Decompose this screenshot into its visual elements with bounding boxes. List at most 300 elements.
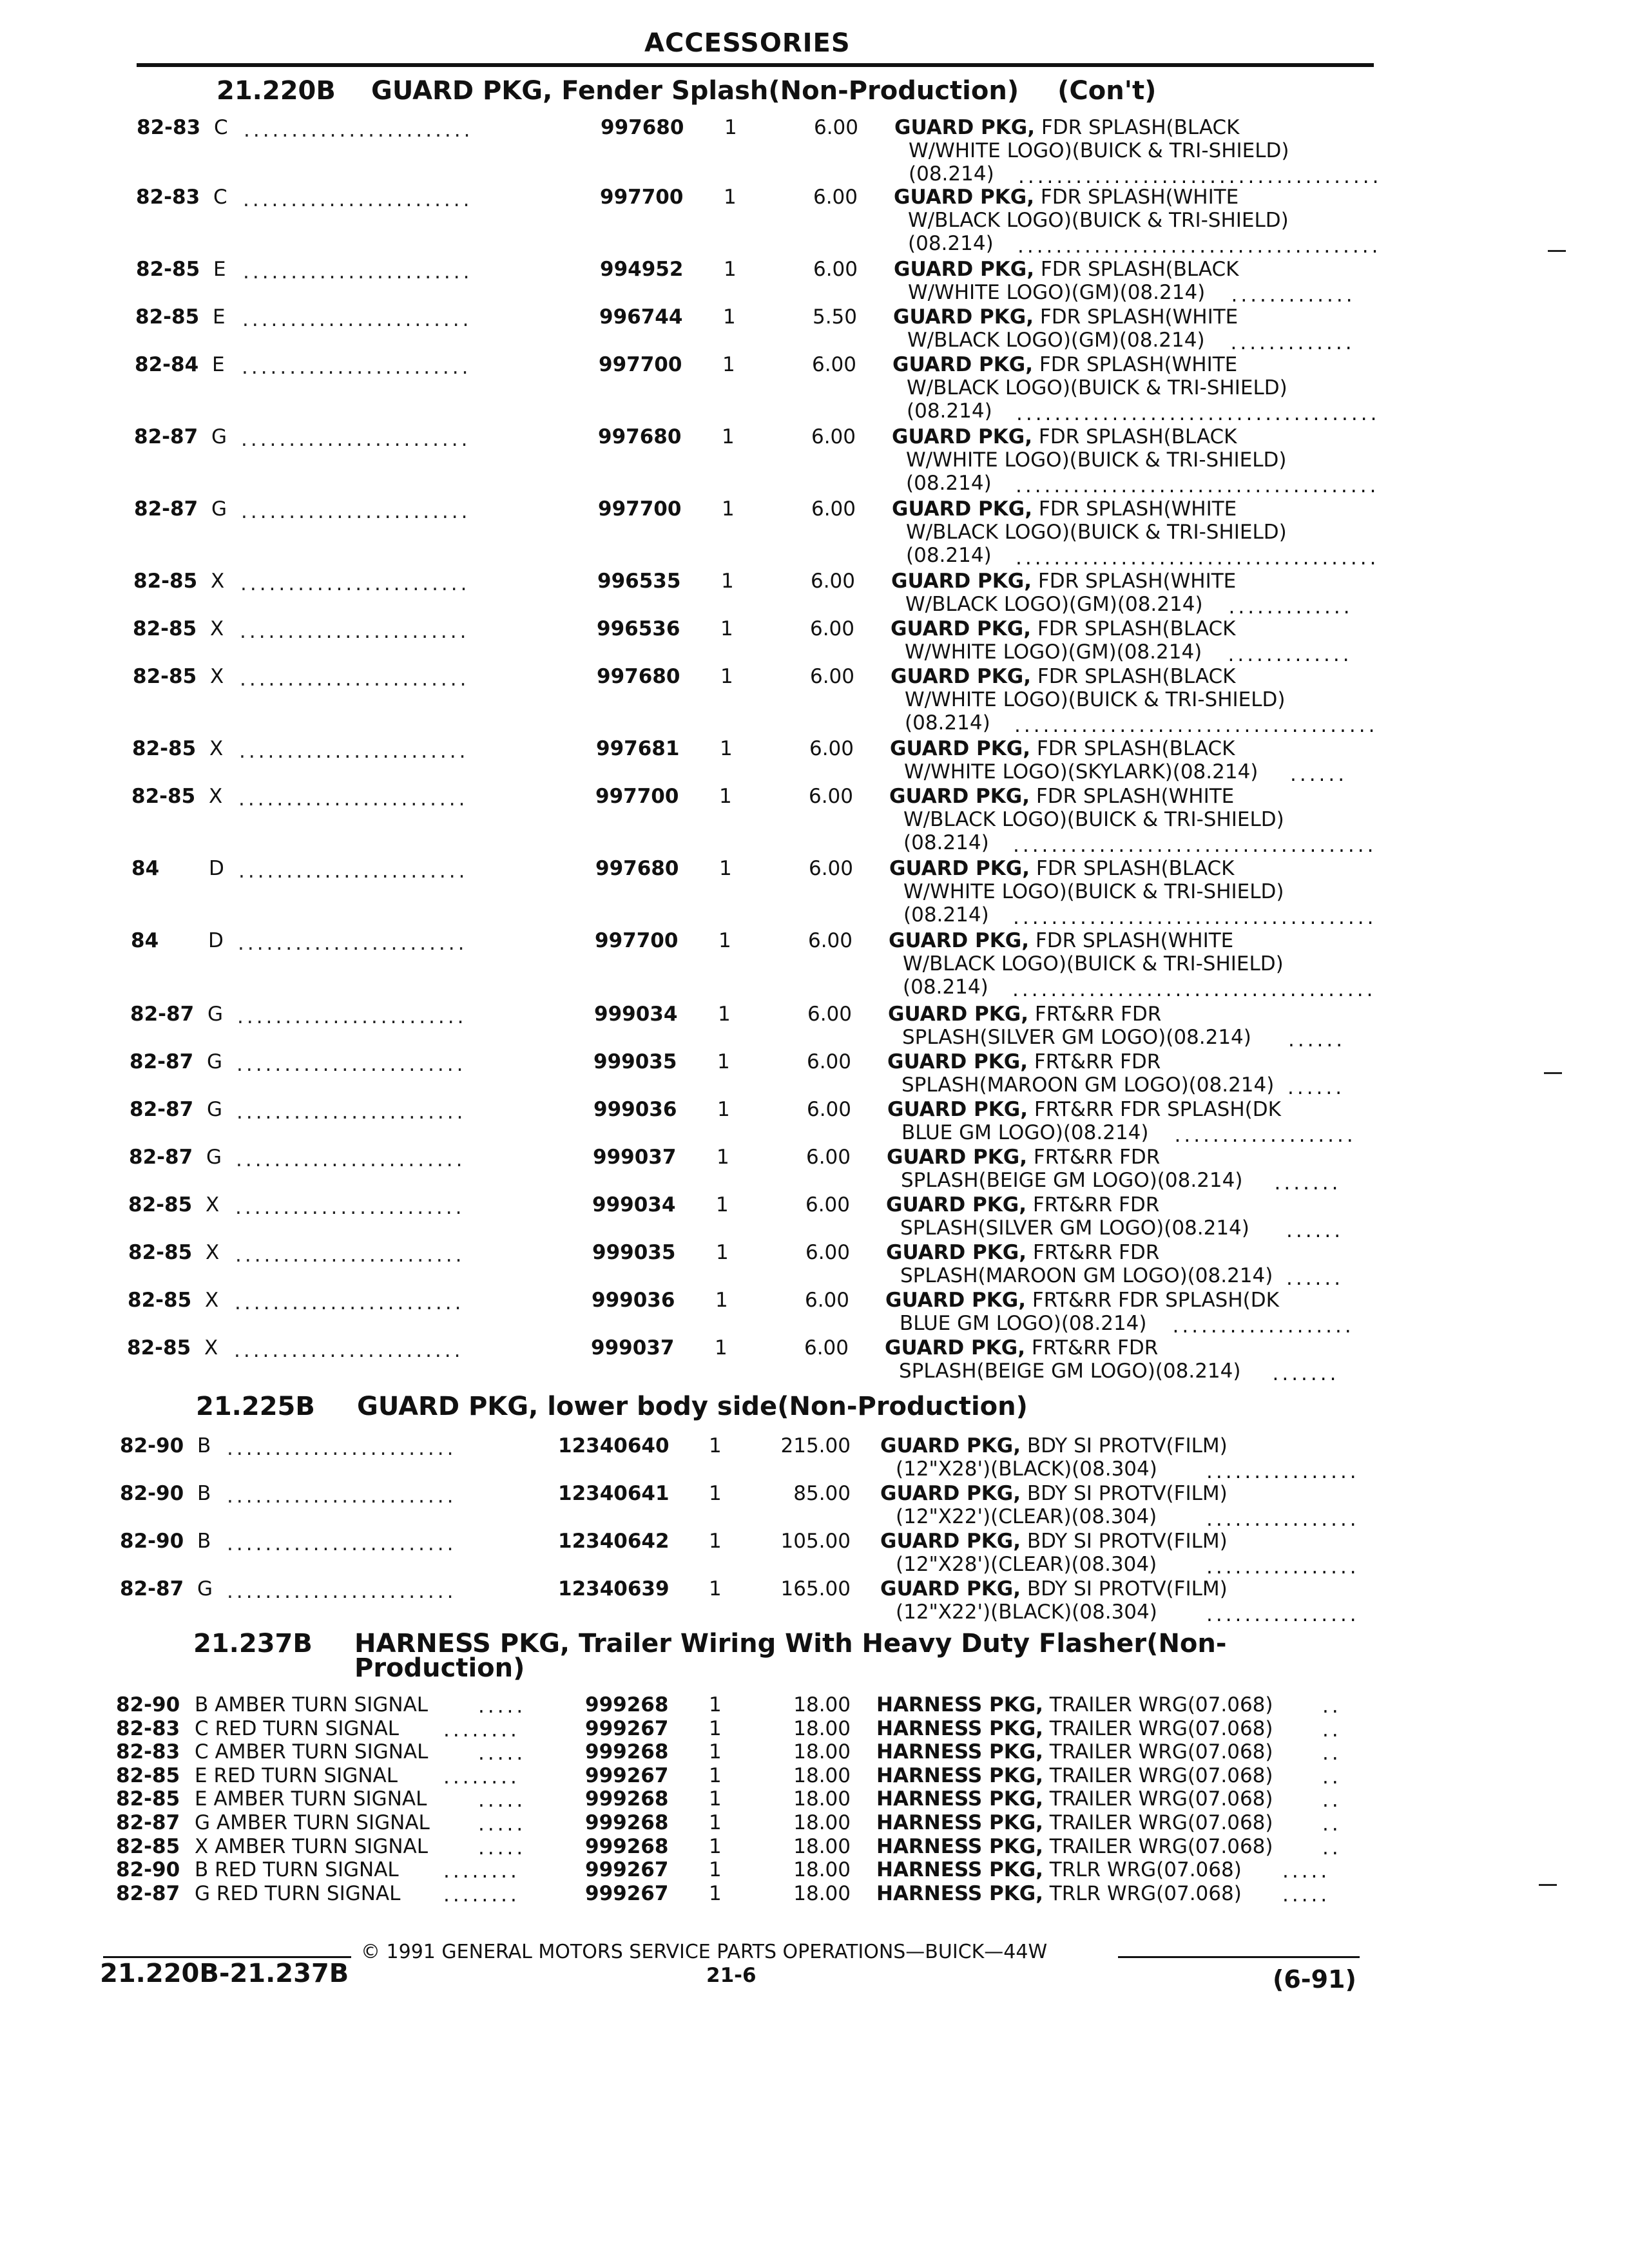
- description-keyword: GUARD PKG,: [880, 1577, 1021, 1600]
- unit-price: 18.00: [793, 1764, 851, 1787]
- model-year: 82-87: [130, 1003, 195, 1026]
- application-label: E RED TURN SIGNAL: [195, 1764, 398, 1787]
- description-keyword: GUARD PKG,: [887, 1050, 1028, 1073]
- series-code: X: [210, 617, 224, 640]
- quantity: 1: [716, 1241, 729, 1264]
- part-description: W/WHITE LOGO)(BUICK & TRI-SHIELD): [906, 448, 1287, 472]
- part-description: SPLASH(MAROON GM LOGO)(08.214): [900, 1264, 1273, 1287]
- unit-price: 18.00: [793, 1835, 851, 1858]
- quantity: 1: [722, 497, 735, 521]
- unit-price: 6.00: [808, 857, 853, 880]
- leader-dots: ......: [1287, 1076, 1345, 1099]
- description-keyword: GUARD PKG,: [890, 737, 1031, 760]
- part-number: 999268: [585, 1787, 669, 1811]
- model-year: 82-85: [136, 258, 200, 281]
- part-number: 997680: [595, 857, 679, 880]
- part-number: 997700: [600, 186, 684, 209]
- unit-price: 215.00: [780, 1434, 851, 1457]
- part-number: 999267: [585, 1858, 669, 1881]
- leader-dots: ........................: [227, 1485, 457, 1508]
- part-description: W/WHITE LOGO)(SKYLARK)(08.214): [904, 760, 1258, 783]
- unit-price: 18.00: [793, 1740, 851, 1763]
- quantity: 1: [719, 785, 732, 808]
- leader-dots: ........................: [240, 572, 470, 595]
- part-description: W/BLACK LOGO)(BUICK & TRI-SHIELD): [908, 209, 1289, 232]
- unit-price: 85.00: [793, 1482, 851, 1505]
- leader-dots: ..: [1322, 1789, 1342, 1812]
- part-description: HARNESS PKG, TRAILER WRG(07.068): [876, 1835, 1273, 1858]
- leader-dots: ........................: [235, 1244, 465, 1267]
- section-continued: (Con't): [1057, 76, 1157, 106]
- part-number: 999268: [585, 1740, 669, 1763]
- model-year: 82-87: [116, 1811, 180, 1834]
- description-keyword: HARNESS PKG,: [876, 1858, 1043, 1881]
- series-code: C: [213, 186, 227, 209]
- series-code: G: [206, 1146, 222, 1169]
- header-rule: [137, 63, 1374, 67]
- footer-rule-left: [103, 1956, 351, 1958]
- leader-dots: ........: [443, 1765, 520, 1789]
- model-year: 82-85: [131, 785, 196, 808]
- series-code: X: [206, 1241, 220, 1264]
- leader-dots: ......................................: [1018, 165, 1382, 188]
- part-number: 997680: [598, 425, 682, 448]
- leader-dots: ........................: [243, 260, 473, 284]
- part-description: GUARD PKG, FDR SPLASH(BLACK: [892, 425, 1237, 448]
- model-year: 82-85: [133, 665, 197, 688]
- model-year: 82-85: [133, 570, 198, 593]
- part-description: (08.214): [907, 399, 992, 423]
- part-description: GUARD PKG, FDR SPLASH(WHITE: [889, 929, 1234, 952]
- page-title: ACCESSORIES: [644, 28, 851, 58]
- quantity: 1: [709, 1482, 722, 1505]
- part-description: BLUE GM LOGO)(08.214): [901, 1121, 1149, 1144]
- part-description: BLUE GM LOGO)(08.214): [900, 1312, 1147, 1335]
- part-number: 999037: [591, 1336, 675, 1360]
- model-year: 82-85: [116, 1787, 180, 1811]
- quantity: 1: [709, 1787, 722, 1811]
- leader-dots: ........................: [240, 668, 470, 691]
- unit-price: 6.00: [811, 353, 856, 376]
- part-description: GUARD PKG, FDR SPLASH(BLACK: [894, 258, 1239, 281]
- series-code: B: [197, 1482, 211, 1505]
- section-title-continued: Production): [354, 1653, 525, 1683]
- description-keyword: GUARD PKG,: [891, 617, 1032, 640]
- series-code: X: [211, 570, 225, 593]
- unit-price: 6.00: [810, 570, 855, 593]
- description-keyword: HARNESS PKG,: [876, 1740, 1043, 1763]
- quantity: 1: [724, 186, 737, 209]
- unit-price: 6.00: [806, 1050, 851, 1073]
- part-number: 997681: [596, 737, 680, 760]
- model-year: 82-83: [116, 1717, 180, 1740]
- part-description: W/BLACK LOGO)(BUICK & TRI-SHIELD): [903, 808, 1284, 831]
- unit-price: 105.00: [780, 1530, 851, 1553]
- leader-dots: ..: [1322, 1812, 1342, 1836]
- leader-dots: ........................: [227, 1580, 457, 1603]
- section-number: 21.237B: [193, 1629, 313, 1658]
- part-number: 997700: [595, 785, 679, 808]
- part-description: (08.214): [908, 232, 994, 255]
- leader-dots: ........................: [241, 500, 471, 523]
- part-description: HARNESS PKG, TRAILER WRG(07.068): [876, 1693, 1273, 1716]
- model-year: 82-87: [130, 1098, 194, 1121]
- part-description: W/BLACK LOGO)(BUICK & TRI-SHIELD): [906, 521, 1287, 544]
- leader-dots: ..: [1322, 1836, 1342, 1860]
- application-label: B AMBER TURN SIGNAL: [195, 1693, 429, 1716]
- unit-price: 18.00: [793, 1811, 851, 1834]
- quantity: 1: [709, 1882, 722, 1905]
- description-keyword: GUARD PKG,: [893, 305, 1034, 329]
- unit-price: 6.00: [813, 186, 858, 209]
- description-keyword: GUARD PKG,: [880, 1530, 1021, 1553]
- part-description: GUARD PKG, BDY SI PROTV(FILM): [880, 1434, 1228, 1457]
- leader-dots: ......................................: [1016, 474, 1380, 497]
- unit-price: 6.00: [806, 1098, 851, 1121]
- model-year: 82-83: [136, 186, 200, 209]
- part-number: 999036: [593, 1098, 677, 1121]
- application-label: B RED TURN SIGNAL: [195, 1858, 399, 1881]
- series-code: X: [210, 665, 224, 688]
- description-keyword: GUARD PKG,: [889, 929, 1030, 952]
- description-keyword: HARNESS PKG,: [876, 1787, 1043, 1811]
- description-keyword: GUARD PKG,: [892, 353, 1034, 376]
- leader-dots: ........................: [235, 1291, 465, 1314]
- section-title: GUARD PKG, Fender Splash(Non-Production): [371, 76, 1019, 106]
- model-year: 84: [131, 929, 159, 952]
- unit-price: 6.00: [809, 737, 854, 760]
- series-code: B: [197, 1434, 211, 1457]
- leader-dots: ................: [1206, 1555, 1360, 1579]
- unit-price: 165.00: [780, 1577, 851, 1600]
- part-description: W/BLACK LOGO)(BUICK & TRI-SHIELD): [903, 952, 1284, 975]
- part-description: GUARD PKG, FDR SPLASH(BLACK: [891, 617, 1236, 640]
- description-keyword: GUARD PKG,: [892, 497, 1033, 521]
- part-number: 999034: [594, 1003, 678, 1026]
- description-keyword: GUARD PKG,: [894, 258, 1035, 281]
- description-keyword: GUARD PKG,: [894, 186, 1035, 209]
- part-description: SPLASH(SILVER GM LOGO)(08.214): [902, 1026, 1251, 1049]
- series-code: D: [208, 929, 224, 952]
- description-keyword: GUARD PKG,: [885, 1289, 1027, 1312]
- unit-price: 6.00: [805, 1241, 850, 1264]
- part-description: GUARD PKG, FRT&RR FDR: [887, 1050, 1161, 1073]
- part-description: GUARD PKG, BDY SI PROTV(FILM): [880, 1482, 1228, 1505]
- part-number: 12340639: [558, 1577, 670, 1600]
- series-code: E: [212, 353, 225, 376]
- quantity: 1: [709, 1693, 722, 1716]
- quantity: 1: [717, 1050, 730, 1073]
- model-year: 82-90: [120, 1434, 184, 1457]
- model-year: 82-87: [129, 1146, 193, 1169]
- unit-price: 6.00: [811, 497, 856, 521]
- application-label: X AMBER TURN SIGNAL: [195, 1835, 429, 1858]
- part-number: 999267: [585, 1764, 669, 1787]
- section-title: HARNESS PKG, Trailer Wiring With Heavy Duty Flasher(Non-: [354, 1629, 1227, 1658]
- leader-dots: ........: [443, 1860, 520, 1883]
- part-number: 999037: [593, 1146, 677, 1169]
- description-keyword: GUARD PKG,: [880, 1434, 1021, 1457]
- leader-dots: ........................: [238, 787, 468, 811]
- leader-dots: ..: [1322, 1695, 1342, 1718]
- leader-dots: ........................: [238, 932, 468, 955]
- edge-mark: [1539, 1884, 1557, 1886]
- section-heading: [196, 1392, 1028, 1421]
- description-keyword: GUARD PKG,: [891, 570, 1032, 593]
- leader-dots: .............: [1231, 284, 1356, 307]
- application-label: G AMBER TURN SIGNAL: [195, 1811, 430, 1834]
- part-number: 999268: [585, 1811, 669, 1834]
- unit-price: 18.00: [793, 1717, 851, 1740]
- leader-dots: ........................: [236, 1148, 466, 1171]
- quantity: 1: [719, 857, 732, 880]
- leader-dots: ........................: [240, 620, 470, 643]
- part-description: (08.214): [903, 831, 989, 854]
- part-description: SPLASH(BEIGE GM LOGO)(08.214): [899, 1360, 1241, 1383]
- part-description: W/WHITE LOGO)(BUICK & TRI-SHIELD): [909, 139, 1289, 162]
- unit-price: 6.00: [805, 1146, 851, 1169]
- unit-price: 6.00: [804, 1289, 849, 1312]
- part-number: 999267: [585, 1882, 669, 1905]
- part-description: (12"X28')(BLACK)(08.304): [896, 1457, 1157, 1481]
- unit-price: 6.00: [807, 929, 853, 952]
- series-code: G: [211, 497, 227, 521]
- series-code: X: [204, 1336, 218, 1360]
- part-number: 999267: [585, 1717, 669, 1740]
- part-description: GUARD PKG, FDR SPLASH(BLACK: [890, 737, 1235, 760]
- part-number: 997680: [597, 665, 680, 688]
- quantity: 1: [715, 1336, 728, 1360]
- model-year: 82-83: [116, 1740, 180, 1763]
- copyright-notice: © 1991 GENERAL MOTORS SERVICE PARTS OPERATIONS—BUICK—44W: [361, 1941, 1048, 1963]
- description-keyword: GUARD PKG,: [885, 1336, 1026, 1360]
- edge-mark: [1548, 250, 1566, 252]
- quantity: 1: [723, 305, 736, 329]
- part-description: (08.214): [905, 711, 990, 735]
- unit-price: 6.00: [813, 258, 858, 281]
- part-description: GUARD PKG, FRT&RR FDR: [885, 1336, 1159, 1360]
- model-year: 82-90: [116, 1693, 180, 1716]
- unit-price: 6.00: [813, 116, 858, 139]
- leader-dots: .....: [478, 1695, 526, 1718]
- description-keyword: HARNESS PKG,: [876, 1717, 1043, 1740]
- model-year: 82-87: [134, 497, 198, 521]
- edge-mark: [1544, 1072, 1562, 1074]
- application-label: G RED TURN SIGNAL: [195, 1882, 401, 1905]
- part-description: GUARD PKG, FDR SPLASH(WHITE: [892, 353, 1238, 376]
- section-number: 21.220B: [217, 76, 336, 106]
- model-year: 82-87: [120, 1577, 184, 1600]
- description-keyword: GUARD PKG,: [887, 1146, 1028, 1169]
- part-number: 996536: [597, 617, 680, 640]
- description-keyword: HARNESS PKG,: [876, 1811, 1043, 1834]
- quantity: 1: [718, 929, 731, 952]
- model-year: 82-84: [135, 353, 199, 376]
- part-number: 997680: [601, 116, 684, 139]
- model-year: 82-83: [137, 116, 201, 139]
- series-code: X: [206, 1193, 220, 1216]
- part-number: 12340641: [558, 1482, 670, 1505]
- part-number: 999268: [585, 1693, 669, 1716]
- model-year: 82-85: [128, 1241, 193, 1264]
- part-description: (08.214): [903, 903, 989, 927]
- description-keyword: GUARD PKG,: [892, 425, 1033, 448]
- quantity: 1: [715, 1289, 728, 1312]
- part-number: 12340640: [558, 1434, 670, 1457]
- unit-price: 6.00: [804, 1336, 849, 1360]
- series-code: G: [207, 1098, 223, 1121]
- leader-dots: ................: [1206, 1508, 1360, 1531]
- leader-dots: ........: [443, 1718, 520, 1742]
- leader-dots: ......................................: [1013, 906, 1377, 929]
- part-description: GUARD PKG, FRT&RR FDR: [887, 1146, 1161, 1169]
- quantity: 1: [709, 1764, 722, 1787]
- quantity: 1: [709, 1577, 722, 1600]
- quantity: 1: [724, 116, 737, 139]
- part-description: HARNESS PKG, TRAILER WRG(07.068): [876, 1740, 1273, 1763]
- application-label: C RED TURN SIGNAL: [195, 1717, 400, 1740]
- application-label: E AMBER TURN SIGNAL: [195, 1787, 427, 1811]
- part-description: GUARD PKG, FRT&RR FDR SPLASH(DK: [887, 1098, 1281, 1121]
- footer-section-range: 21.220B-21.237B: [100, 1959, 349, 1988]
- part-description: (12"X28')(CLEAR)(08.304): [896, 1553, 1157, 1576]
- quantity: 1: [720, 665, 733, 688]
- footer-rule-right: [1118, 1956, 1360, 1958]
- unit-price: 18.00: [793, 1787, 851, 1811]
- model-year: 82-90: [116, 1858, 180, 1881]
- part-description: GUARD PKG, FDR SPLASH(WHITE: [894, 186, 1239, 209]
- leader-dots: ........................: [234, 1339, 464, 1362]
- leader-dots: .....: [478, 1789, 526, 1812]
- description-keyword: GUARD PKG,: [889, 857, 1030, 880]
- leader-dots: ........................: [237, 1005, 467, 1028]
- leader-dots: ........................: [244, 119, 474, 142]
- series-code: B: [197, 1530, 211, 1553]
- part-number: 997700: [599, 353, 682, 376]
- quantity: 1: [709, 1717, 722, 1740]
- part-description: GUARD PKG, FDR SPLASH(WHITE: [892, 497, 1237, 521]
- quantity: 1: [717, 1146, 729, 1169]
- series-code: X: [205, 1289, 219, 1312]
- description-keyword: GUARD PKG,: [886, 1193, 1027, 1216]
- part-description: (08.214): [909, 162, 994, 186]
- model-year: 82-85: [128, 1289, 192, 1312]
- part-description: HARNESS PKG, TRAILER WRG(07.068): [876, 1787, 1273, 1811]
- quantity: 1: [721, 570, 734, 593]
- leader-dots: .............: [1230, 331, 1355, 354]
- quantity: 1: [716, 1193, 729, 1216]
- leader-dots: ......................................: [1016, 402, 1380, 425]
- part-description: (08.214): [906, 544, 992, 567]
- leader-dots: .....: [478, 1812, 526, 1836]
- leader-dots: ........................: [241, 428, 471, 451]
- model-year: 82-87: [134, 425, 198, 448]
- footer-date: (6-91): [1273, 1965, 1356, 1994]
- description-keyword: GUARD PKG,: [887, 1098, 1028, 1121]
- part-number: 999268: [585, 1835, 669, 1858]
- quantity: 1: [709, 1530, 722, 1553]
- part-description: GUARD PKG, BDY SI PROTV(FILM): [880, 1530, 1228, 1553]
- leader-dots: ........................: [238, 860, 468, 883]
- leader-dots: ......: [1286, 1267, 1344, 1290]
- part-description: SPLASH(BEIGE GM LOGO)(08.214): [901, 1169, 1243, 1192]
- leader-dots: ......................................: [1016, 546, 1380, 570]
- part-description: (08.214): [903, 975, 988, 999]
- leader-dots: ........................: [227, 1437, 457, 1460]
- leader-dots: ........................: [236, 1053, 467, 1076]
- leader-dots: .......: [1272, 1362, 1340, 1385]
- part-description: GUARD PKG, FDR SPLASH(WHITE: [889, 785, 1235, 808]
- series-code: D: [209, 857, 224, 880]
- leader-dots: ........................: [235, 1196, 465, 1219]
- series-code: G: [207, 1003, 224, 1026]
- unit-price: 5.50: [812, 305, 857, 329]
- series-code: G: [211, 425, 227, 448]
- section-number: 21.225B: [196, 1392, 315, 1421]
- model-year: 82-85: [127, 1336, 191, 1360]
- leader-dots: .....: [478, 1836, 526, 1860]
- section-heading: [193, 1629, 1226, 1658]
- part-number: 999034: [592, 1193, 676, 1216]
- leader-dots: ..: [1322, 1742, 1342, 1765]
- model-year: 82-87: [130, 1050, 194, 1073]
- series-code: X: [209, 785, 223, 808]
- model-year: 82-87: [116, 1882, 180, 1905]
- part-description: W/WHITE LOGO)(BUICK & TRI-SHIELD): [905, 688, 1286, 711]
- series-code: X: [209, 737, 224, 760]
- description-keyword: GUARD PKG,: [888, 1003, 1029, 1026]
- leader-dots: .....: [1282, 1883, 1331, 1907]
- part-description: (12"X22')(CLEAR)(08.304): [896, 1505, 1157, 1528]
- part-description: W/BLACK LOGO)(GM)(08.214): [907, 329, 1205, 352]
- description-keyword: GUARD PKG,: [894, 116, 1036, 139]
- part-description: HARNESS PKG, TRLR WRG(07.068): [876, 1858, 1242, 1881]
- part-description: W/BLACK LOGO)(BUICK & TRI-SHIELD): [907, 376, 1287, 399]
- part-description: HARNESS PKG, TRAILER WRG(07.068): [876, 1811, 1273, 1834]
- description-keyword: GUARD PKG,: [880, 1482, 1021, 1505]
- quantity: 1: [709, 1858, 722, 1881]
- leader-dots: ......................................: [1017, 235, 1382, 258]
- unit-price: 6.00: [809, 617, 854, 640]
- part-description: GUARD PKG, FRT&RR FDR: [886, 1193, 1160, 1216]
- model-year: 82-90: [120, 1482, 184, 1505]
- leader-dots: ......................................: [1014, 714, 1378, 737]
- section-title: GUARD PKG, lower body side(Non-Production): [357, 1392, 1028, 1421]
- series-code: E: [213, 305, 226, 329]
- leader-dots: ...................: [1174, 1124, 1356, 1147]
- part-number: 996744: [599, 305, 683, 329]
- part-description: GUARD PKG, FDR SPLASH(BLACK: [889, 857, 1235, 880]
- part-description: HARNESS PKG, TRLR WRG(07.068): [876, 1882, 1242, 1905]
- leader-dots: ........................: [227, 1532, 457, 1555]
- leader-dots: ........................: [236, 1100, 467, 1124]
- unit-price: 6.00: [808, 785, 853, 808]
- leader-dots: .....: [1282, 1860, 1331, 1883]
- part-description: GUARD PKG, FDR SPLASH(BLACK: [894, 116, 1240, 139]
- part-description: GUARD PKG, FDR SPLASH(BLACK: [891, 665, 1236, 688]
- quantity: 1: [724, 258, 737, 281]
- part-description: HARNESS PKG, TRAILER WRG(07.068): [876, 1717, 1273, 1740]
- leader-dots: ........: [443, 1883, 520, 1907]
- part-description: GUARD PKG, BDY SI PROTV(FILM): [880, 1577, 1228, 1600]
- quantity: 1: [722, 425, 735, 448]
- part-number: 12340642: [558, 1530, 670, 1553]
- series-code: E: [213, 258, 226, 281]
- leader-dots: ..: [1322, 1718, 1342, 1742]
- part-description: W/WHITE LOGO)(GM)(08.214): [905, 640, 1202, 664]
- part-number: 997700: [595, 929, 679, 952]
- leader-dots: ......: [1290, 763, 1348, 786]
